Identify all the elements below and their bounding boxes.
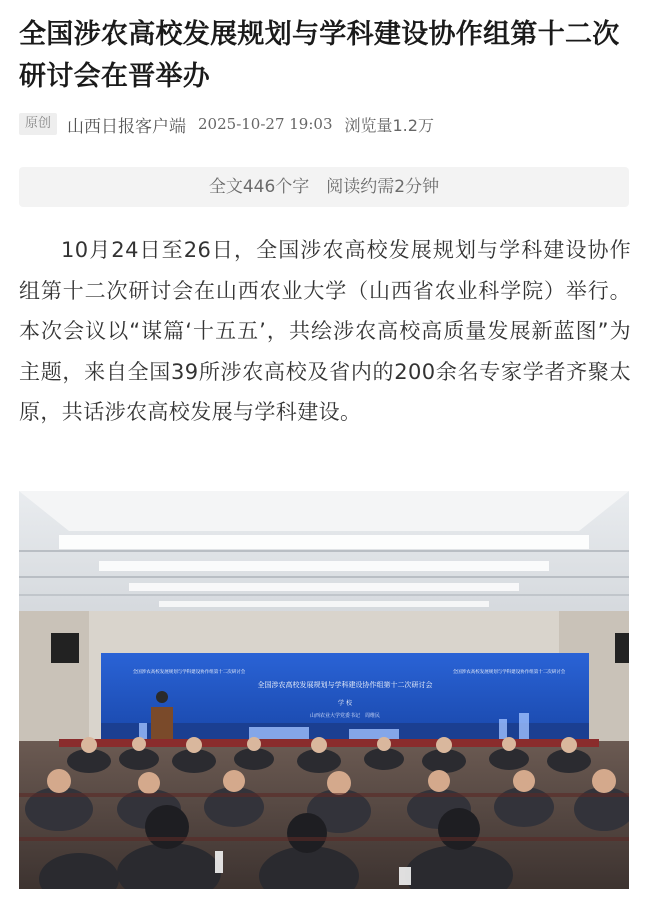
screen-center-sub: 学 校 [338, 700, 352, 707]
article-meta [19, 111, 434, 137]
source-link[interactable]: 山西日报客户端 [67, 116, 187, 137]
screen-left-title: 全国涉农高校发展规划与学科建设协作组第十二次研讨会 [132, 670, 246, 675]
article-photo[interactable] [19, 491, 629, 889]
screen-center-org: 山西农业大学党委书记 周维民 [309, 713, 381, 719]
screen-right-title: 全国涉农高校发展规划与学科建设协作组第十二次研讨会 [452, 670, 566, 675]
screen-center-title: 全国涉农高校发展规划与学科建设协作组第十二次研讨会 [257, 681, 433, 689]
view-count: 浏览量1.2万 [344, 115, 434, 135]
reading-summary: 全文446个字 阅读约需2分钟 [19, 167, 629, 207]
article-title: 全国涉农高校发展规划与学科建设协作组第十二次研讨会在晋举办 [19, 19, 620, 92]
publish-time: 2025-10-27 19:03 [198, 115, 333, 133]
original-badge: 原创 [19, 113, 57, 135]
conference-photo-illustration [19, 491, 629, 889]
article-paragraph: 10月24日至26日，全国涉农高校发展规划与学科建设协作组第十二次研讨会在山西农业大学（山西省农业科学院）举行。本次会议以“谋篇‘十五五’，共绘涉农高校高质量发展新蓝图”为主题，来自全国39所涉农高校及省内的200余名专家学者齐聚太原，共话涉农高校发展与学科建设。 [19, 238, 631, 424]
